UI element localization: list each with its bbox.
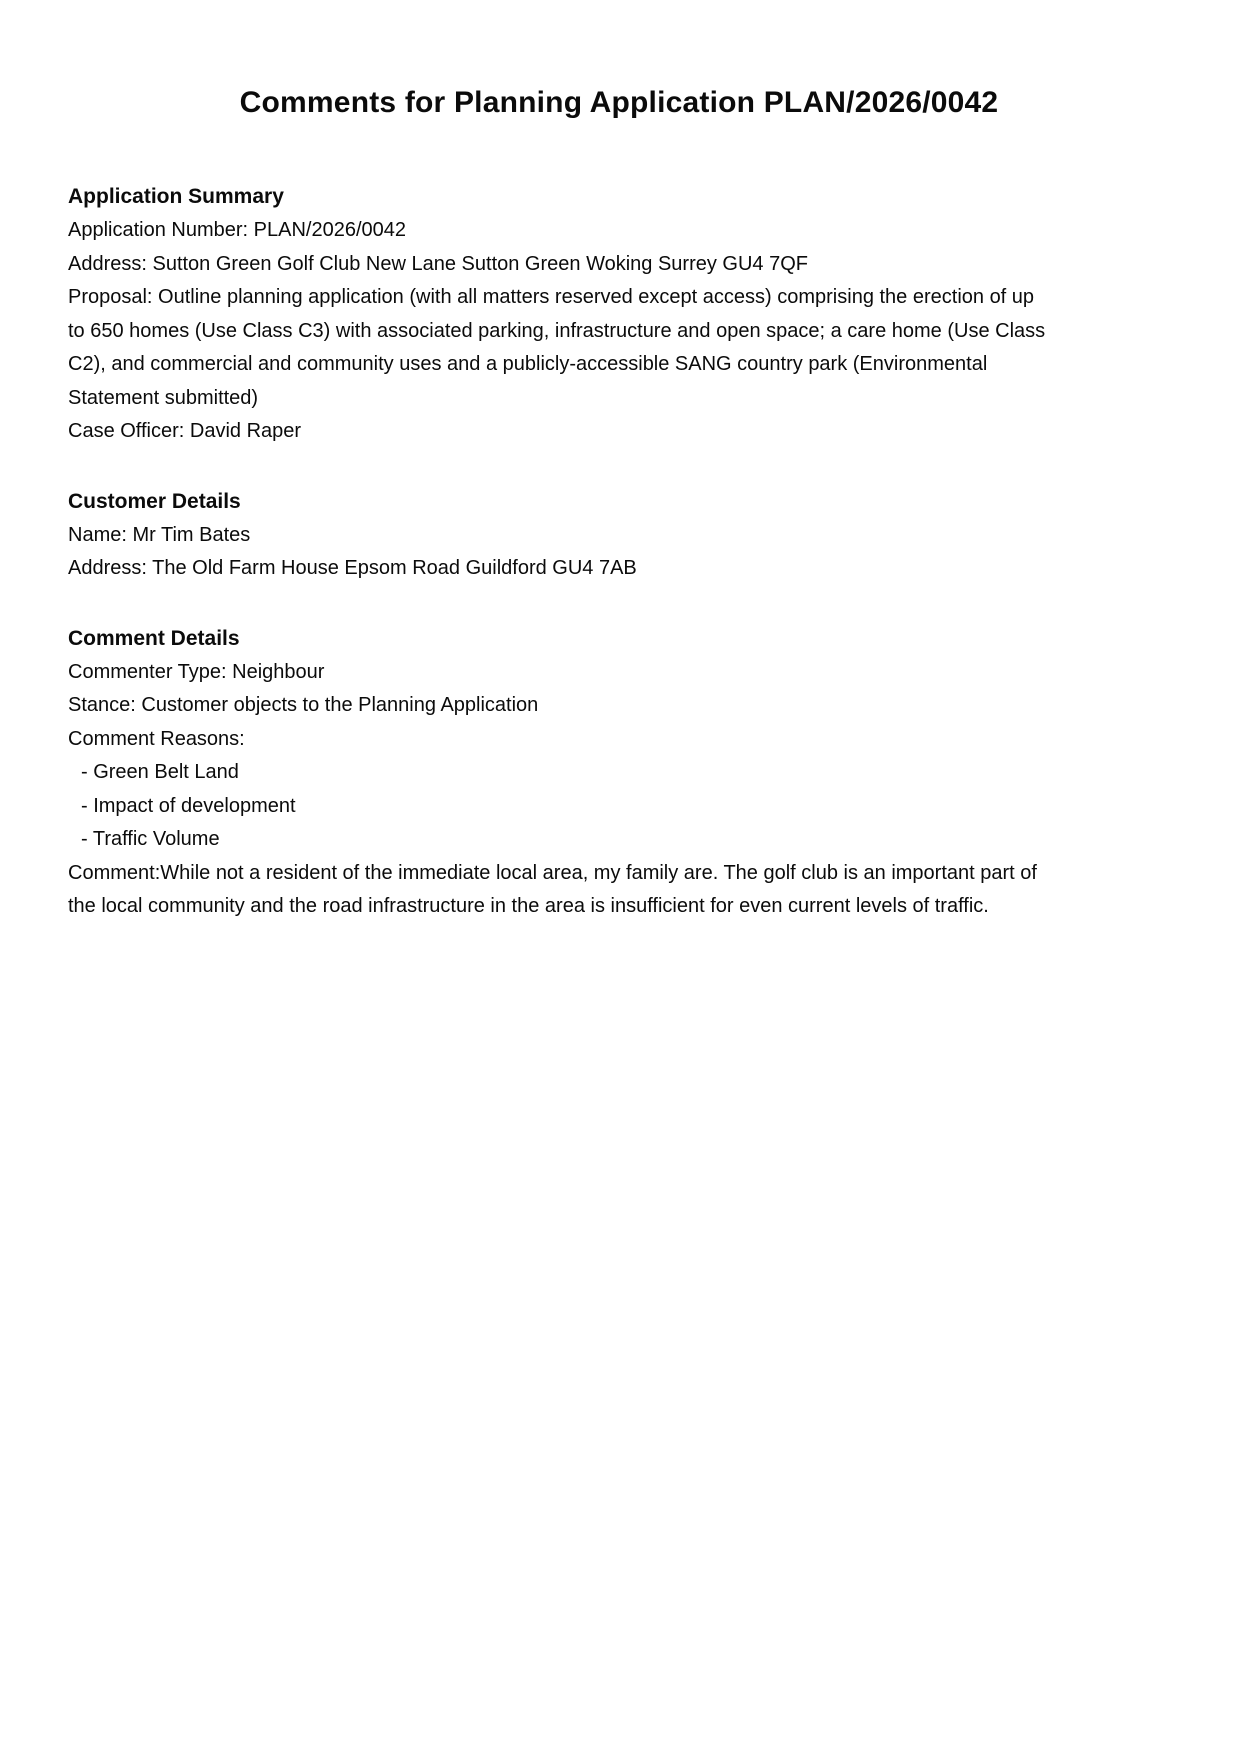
application-number-line: Application Number: PLAN/2026/0042: [68, 219, 406, 241]
stance-line: Stance: Customer objects to the Planning Application: [68, 694, 539, 716]
customer-details-section: [68, 485, 1170, 586]
commenter-type-line: Commenter Type: Neighbour: [68, 660, 325, 683]
comment-reason-item: - Green Belt Land: [81, 761, 239, 783]
customer-name-line: Name: Mr Tim Bates: [68, 523, 251, 546]
application-address-line: Address: Sutton Green Golf Club New Lane Sutton Green Woking Surrey GU4 7QF: [68, 252, 808, 275]
customer-details-heading: Customer Details: [68, 489, 241, 513]
comment-reason-item: - Impact of development: [81, 794, 296, 817]
comment-reasons-label: Comment Reasons:: [68, 727, 245, 750]
page-title: Comments for Planning Application PLAN/2026/0042: [239, 86, 999, 119]
customer-address-line: Address: The Old Farm House Epsom Road Guildford GU4 7AB: [68, 557, 637, 579]
proposal-line: Proposal: Outline planning application (with all matters reserved except access) comprising the erection of up to 650 homes (Use Class C3) with associated parking, infrastructure and open space; a care home (Use Class C2), and commercial and community uses and a publicly-accessible SANG country park (Environmental Statement submitted): [68, 286, 1046, 409]
application-summary-section: [68, 180, 1170, 449]
comment-details-section: [68, 622, 1170, 924]
comment-text: Comment:While not a resident of the immediate local area, my family are. The golf club is an important part of the local community and the road infrastructure in the area is insufficient for even current levels of traffic.: [68, 861, 1037, 917]
application-summary-heading: Application Summary: [68, 185, 284, 208]
comment-details-heading: Comment Details: [68, 626, 240, 650]
case-officer-line: Case Officer: David Raper: [68, 420, 302, 442]
comment-reason-item: - Traffic Volume: [81, 828, 220, 850]
